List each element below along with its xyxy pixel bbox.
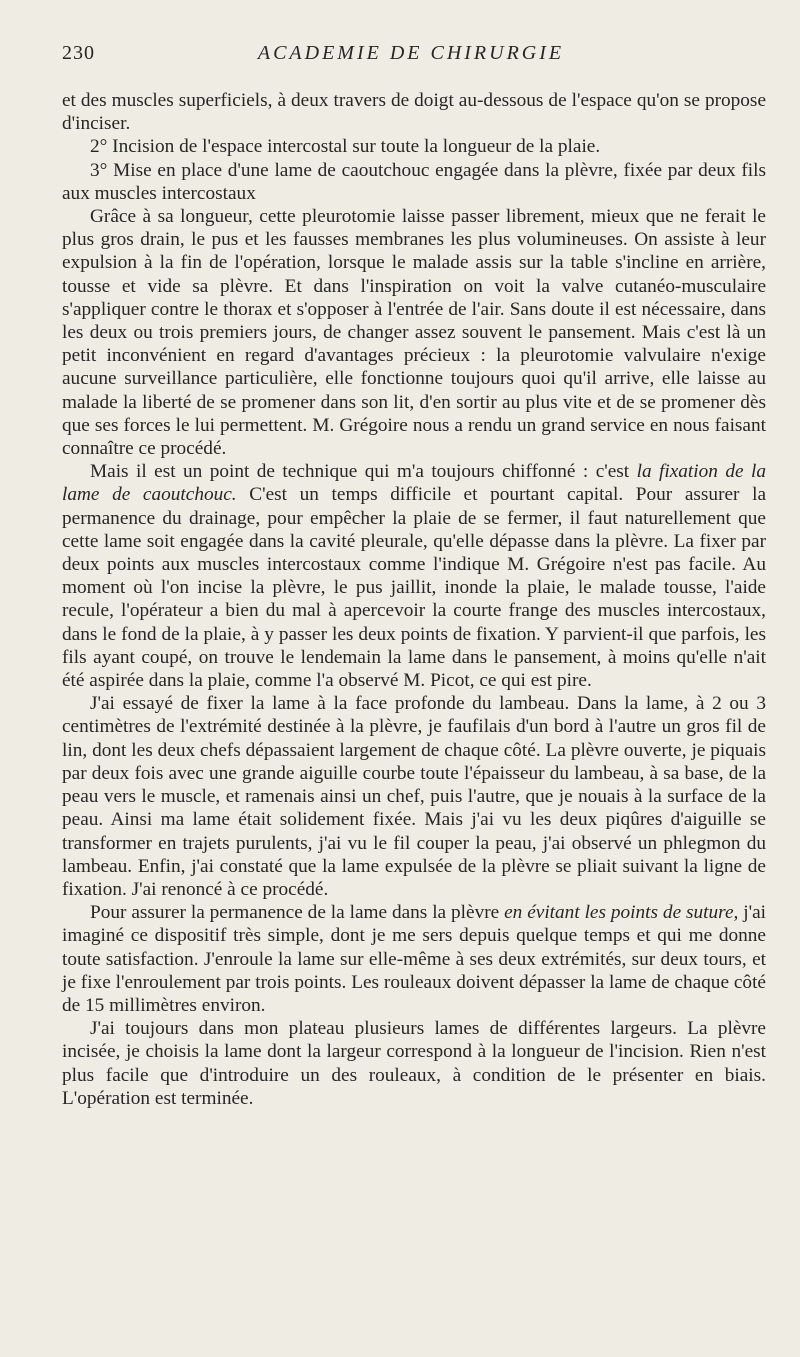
text-run: Mais il est un point de technique qui m'a toujours chiffonné : c'est: [90, 461, 637, 483]
paragraph: [62, 89, 766, 135]
text-run: 3° Mise en place d'une lame de caoutchouc engagée dans la plèvre, fixée par deux fils aux muscles intercostaux: [62, 159, 766, 204]
paragraph: [62, 1017, 766, 1110]
text-run: J'ai toujours dans mon plateau plusieurs lames de différentes largeurs. La plèvre incisée, je choisis la lame dont la largeur correspond à la longueur de l'incision. Rien n'est plus facile que d'introduire un des rouleaux, à condition de le présenter en biais. L'opération est terminée.: [62, 1018, 766, 1109]
page-number: 230: [62, 42, 95, 64]
text-run: C'est un temps difficile et pourtant capital. Pour assurer la permanence du drainage, pour empêcher la plaie de se fermer, il faut naturellement que cette lame soit engagée dans la cavité pleurale, qu'elle dépasse dans la plèvre. La fixer par deux points aux muscles intercostaux comme l'indique M. Grégoire n'est pas facile. Au moment où l'on incise la plèvre, le pus jaillit, inonde la plaie, le malade tousse, l'aide recule, l'opérateur a bien du mal à apercevoir la courte frange des muscles intercostaux, dans le fond de la plaie, à y passer les deux points de fixation. Y parvient-il que parfois, les fils ayant coupé, on trouve le lendemain la lame dans le pansement, à moins qu'elle n'ait été aspirée dans la plaie, comme l'a observé M. Picot, ce qui est pire.: [62, 484, 767, 692]
paragraph: [62, 205, 766, 460]
italic-text: la fixation de la lame de caoutchouc.: [62, 461, 766, 506]
text-run: et des muscles superficiels, à deux travers de doigt au-dessous de l'espace qu'on se propose d'inciser.: [62, 90, 766, 135]
paragraph: [62, 460, 766, 692]
text-run: Grâce à sa longueur, cette pleurotomie laisse passer librement, mieux que ne ferait le plus gros drain, le pus et les fausses membranes les plus volumineuses. On assiste à leur expulsion à la fin de l'opération, lorsque le malade assis sur la table s'incline en arrière, tousse et vide sa plèvre. Et dans l'inspiration on voit la valve cutanéo-musculaire s'appliquer contre le thorax et s'opposer à l'entrée de l'air. Sans doute il est nécessaire, dans les deux ou trois premiers jours, de changer assez souvent le pansement. Mais c'est là un petit inconvénient en regard d'avantages précieux : la pleurotomie valvulaire n'exige aucune surveillance particulière, elle fonctionne toujours quoi qu'il arrive, elle laisse au malade la liberté de se promener dans son lit, d'en sortir au plus vite et de se promener dès que ses forces le lui permettent. M. Grégoire nous a rendu un grand service en nous faisant connaître ce procédé.: [62, 206, 766, 460]
paragraph: [62, 692, 766, 901]
italic-text: en évitant les points de suture,: [504, 902, 739, 924]
text-run: 2° Incision de l'espace intercostal sur toute la longueur de la plaie.: [90, 136, 601, 158]
running-title: ACADEMIE DE CHIRURGIE: [257, 42, 565, 64]
text-run: j'ai imaginé ce dispositif très simple, dont je me sers depuis quelque temps et qui me donne toute satisfaction. J'enroule la lame sur elle-même à ses deux extrémités, sur deux tours, et je fixe l'enroulement par trois points. Les rouleaux doivent dépasser la lame de chaque côté de 15 millimètres environ.: [62, 902, 766, 1016]
body-text: [62, 89, 766, 1110]
page-header: [62, 38, 760, 68]
paragraph: [62, 135, 766, 158]
text-run: Pour assurer la permanence de la lame dans la plèvre: [90, 902, 505, 924]
paragraph: [62, 901, 766, 1017]
text-run: J'ai essayé de fixer la lame à la face profonde du lambeau. Dans la lame, à 2 ou 3 centimètres de l'extrémité destinée à la plèvre, je faufilais d'un bord à l'autre un gros fil de lin, dont les deux chefs dépassaient largement de chaque côté. La plèvre ouverte, je piquais par deux fois avec une grande aiguille courbe toute l'épaisseur du lambeau, à sa base, de la peau vers le muscle, et ramenais ainsi un chef, puis l'autre, que je nouais à la surface de la peau. Ainsi ma lame était solidement fixée. Mais j'ai vu les deux piqûres d'aiguille se transformer en trajets purulents, j'ai vu le fil couper la peau, j'ai observé un phlegmon du lambeau. Enfin, j'ai constaté que la lame expulsée de la plèvre se pliait suivant la ligne de fixation. J'ai renoncé à ce procédé.: [62, 693, 766, 900]
paragraph: [62, 159, 766, 205]
